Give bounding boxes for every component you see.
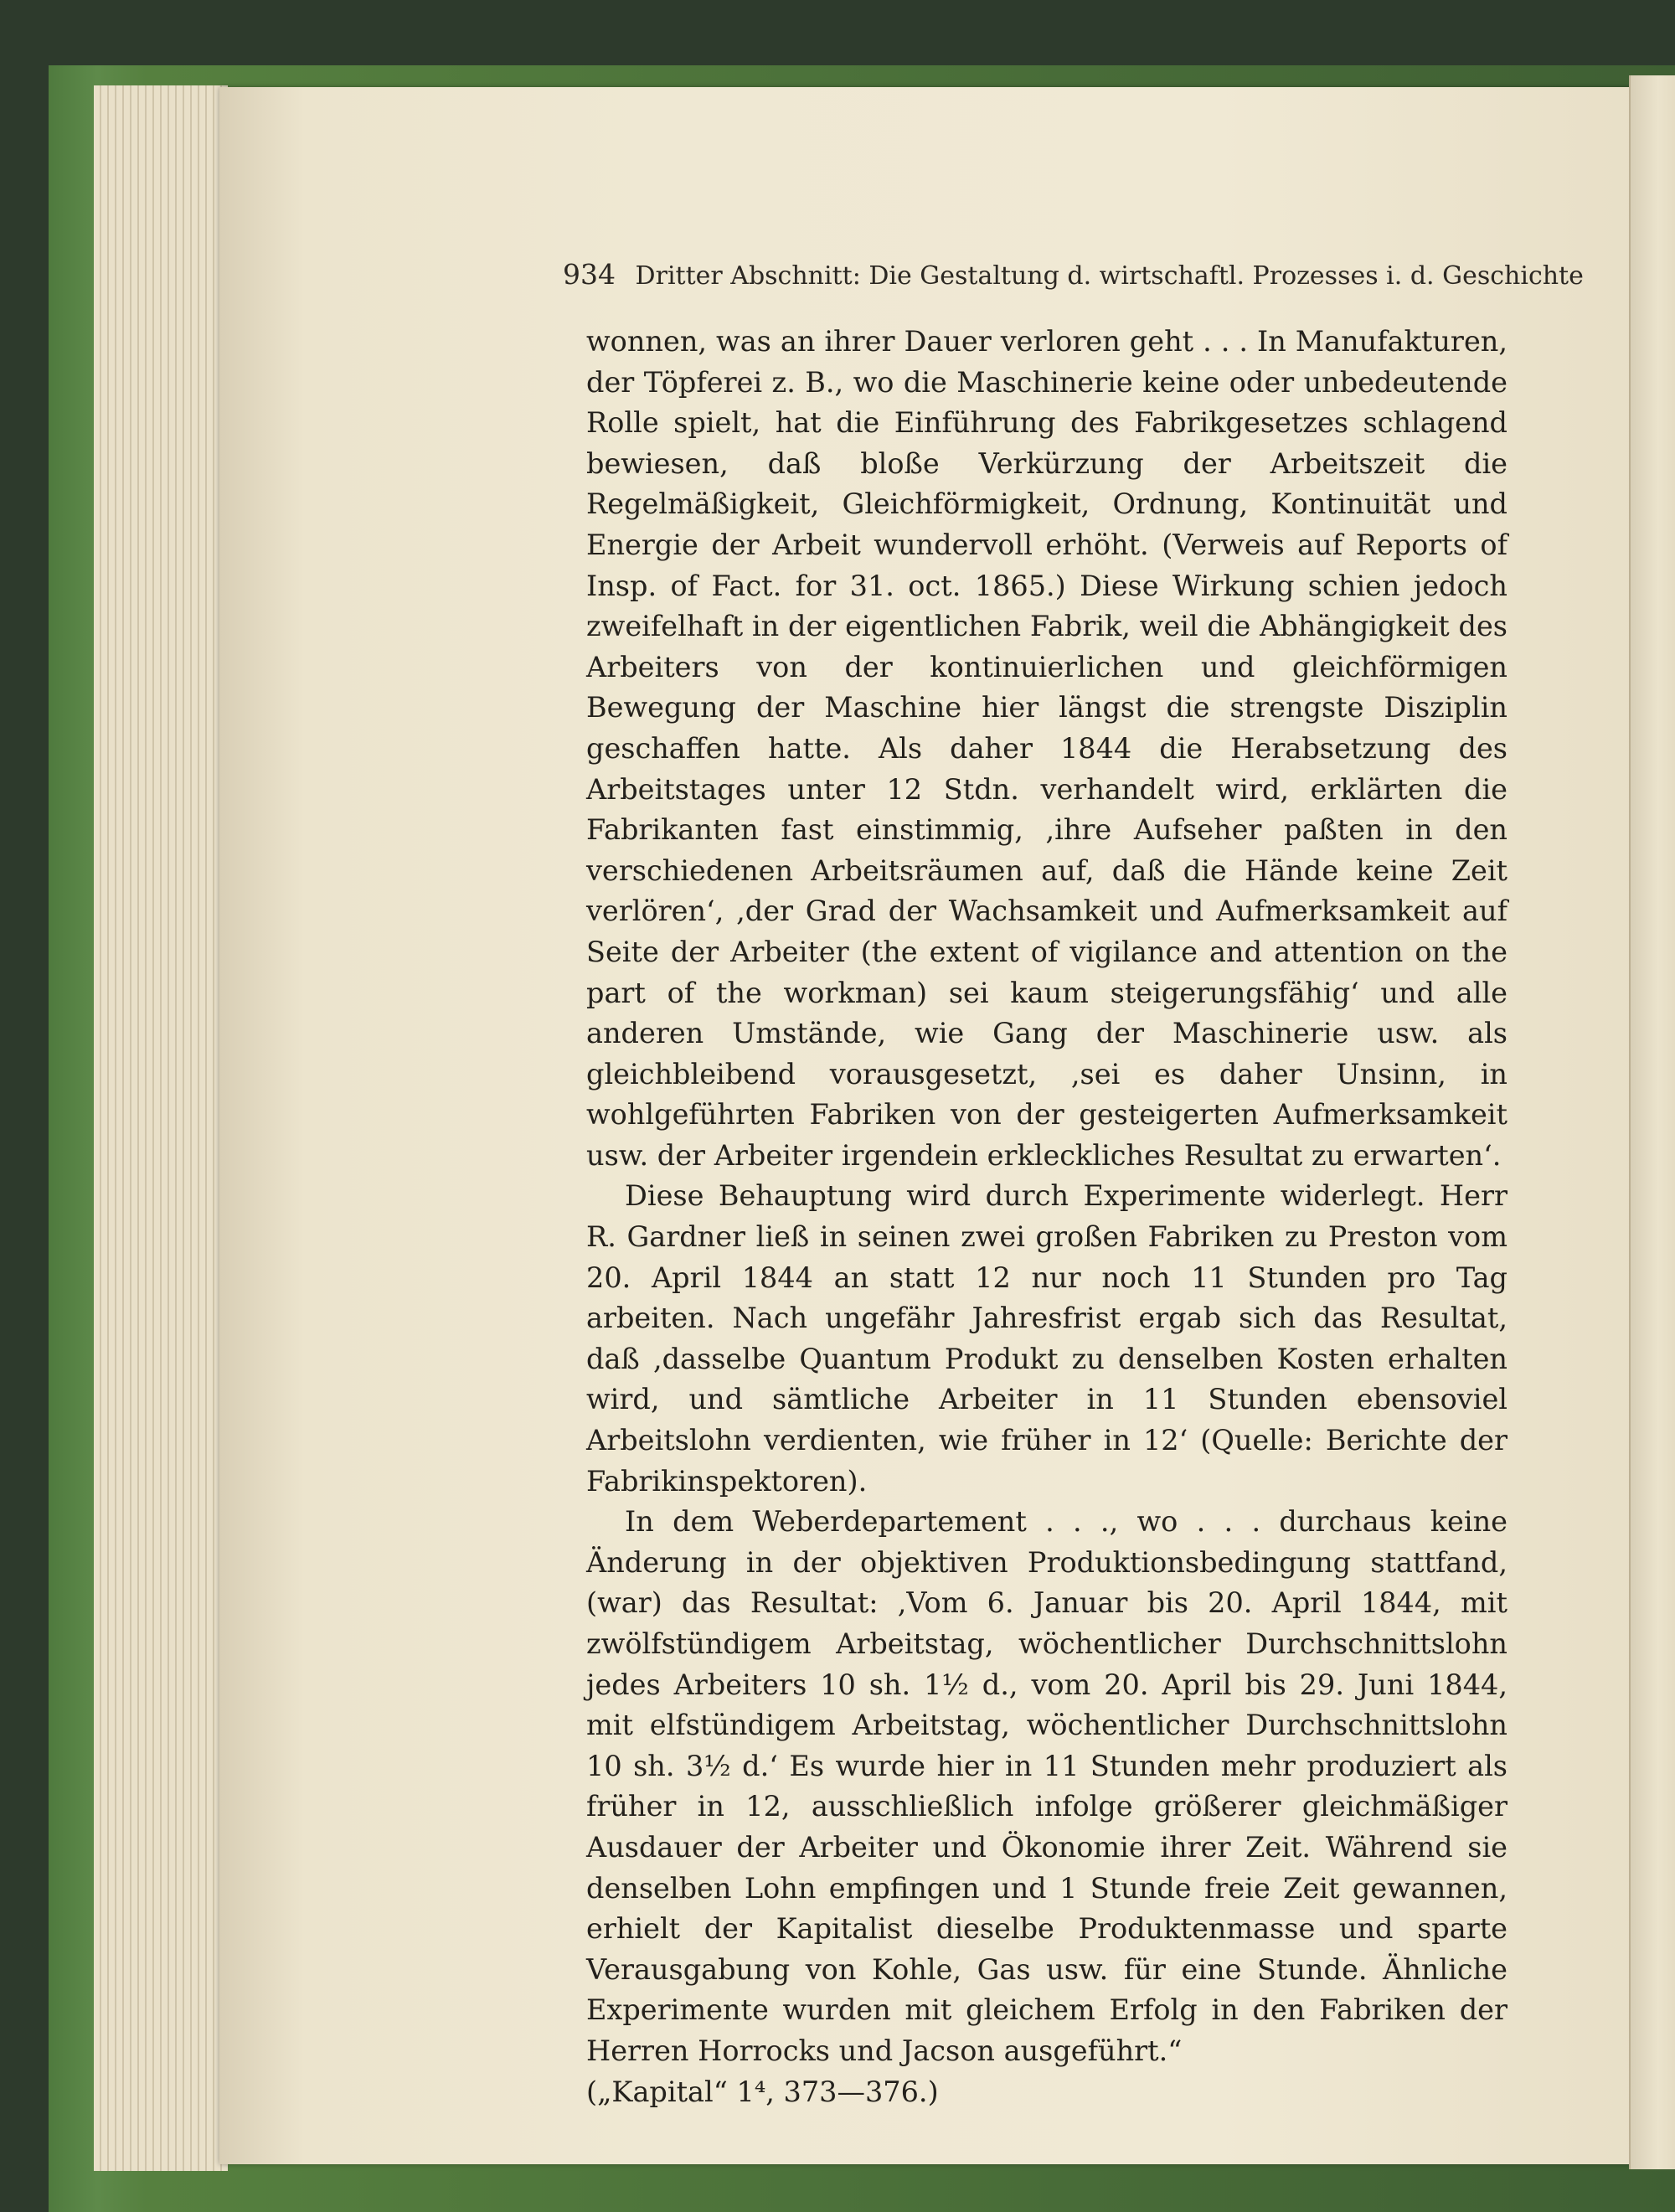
running-header [563,258,1584,291]
page-body [586,322,1508,2112]
paragraph-3: In dem Weberdepartement . . ., wo . . . durchaus keine Änderung in der objektiven Produktionsbedingung stattfand, (war) das Resultat: ,Vom 6. Januar bis 20. April 1844, mit zwölfstündigem Arbeitstag, wöchentlicher Durchschnittslohn jedes Arbeiters 10 sh. 1½ d., vom 20. April bis 29. Juni 1844, mit elfstündigem Arbeitstag, wöchentlicher Durchschnittslohn 10 sh. 3½ d.‘ Es wurde hier in 11 Stunden mehr produziert als früher in 12, ausschließlich infolge größerer gleichmäßiger Ausdauer der Arbeiter und Ökonomie ihrer Zeit. Während sie denselben Lohn empfingen und 1 Stunde freie Zeit gewannen, erhielt der Kapitalist dieselbe Produktenmasse und sparte Verausgabung von Kohle, Gas usw. für eine Stunde. Ähnliche Experimente wurden mit gleichem Erfolg in den Fabriken der Herren Horrocks und Jacson ausgeführt.“ [586,1505,1508,2067]
page-edges [94,85,228,2171]
facing-page-edge [1629,75,1675,2169]
citation: („Kapital“ 1⁴, 373—376.) [586,2075,939,2108]
page-number: 934 [563,258,616,291]
paragraph-1: wonnen, was an ihrer Dauer verloren geht . . . In Manufakturen, der Töpferei z. B., wo die Maschinerie keine oder unbedeutende Rolle spielt, hat die Einführung des Fabrikgesetzes schlagend bewiesen, daß bloße Verkürzung der Arbeitszeit die Regelmäßigkeit, Gleichförmigkeit, Ordnung, Kontinuität und Energie der Arbeit wundervoll erhöht. (Verweis auf Reports of Insp. of Fact. for 31. oct. 1865.) Diese Wirkung schien jedoch zweifelhaft in der eigentlichen Fabrik, weil die Abhängigkeit des Arbeiters von der kontinuierlichen und gleichförmigen Bewegung der Maschine hier längst die strengste Disziplin geschaffen hatte. Als daher 1844 die Herabsetzung des Arbeitstages unter 12 Stdn. verhandelt wird, erklärten die Fabrikanten fast einstimmig, ,ihre Aufseher paßten in den verschiedenen Arbeitsräumen auf, daß die Hände keine Zeit verlören‘, ,der Grad der Wachsamkeit und Aufmerksamkeit auf Seite der Arbeiter (the extent of vigilance and attention on the part of the workman) sei kaum steigerungsfähig‘ und alle anderen Umstände, wie Gang der Maschinerie usw. als gleichbleibend vorausgesetzt, ,sei es daher Unsinn, in wohlgeführten Fabriken von der gesteigerten Aufmerksamkeit usw. der Arbeiter irgendein erkleckliches Resultat zu erwarten‘. [586,325,1508,1172]
paragraph-2: Diese Behauptung wird durch Experimente widerlegt. Herr R. Gardner ließ in seinen zwei großen Fabriken zu Preston vom 20. April 1844 an statt 12 nur noch 11 Stunden pro Tag arbeiten. Nach ungefähr Jahresfrist ergab sich das Resultat, daß ,dasselbe Quantum Produkt zu denselben Kosten erhalten wird, und sämtliche Arbeiter in 11 Stunden ebensoviel Arbeitslohn verdienten, wie früher in 12‘ (Quelle: Berichte der Fabrikinspektoren). [586,1179,1508,1498]
running-head-title: Dritter Abschnitt: Die Gestaltung d. wirtschaftl. Prozesses i. d. Geschichte [635,261,1584,291]
